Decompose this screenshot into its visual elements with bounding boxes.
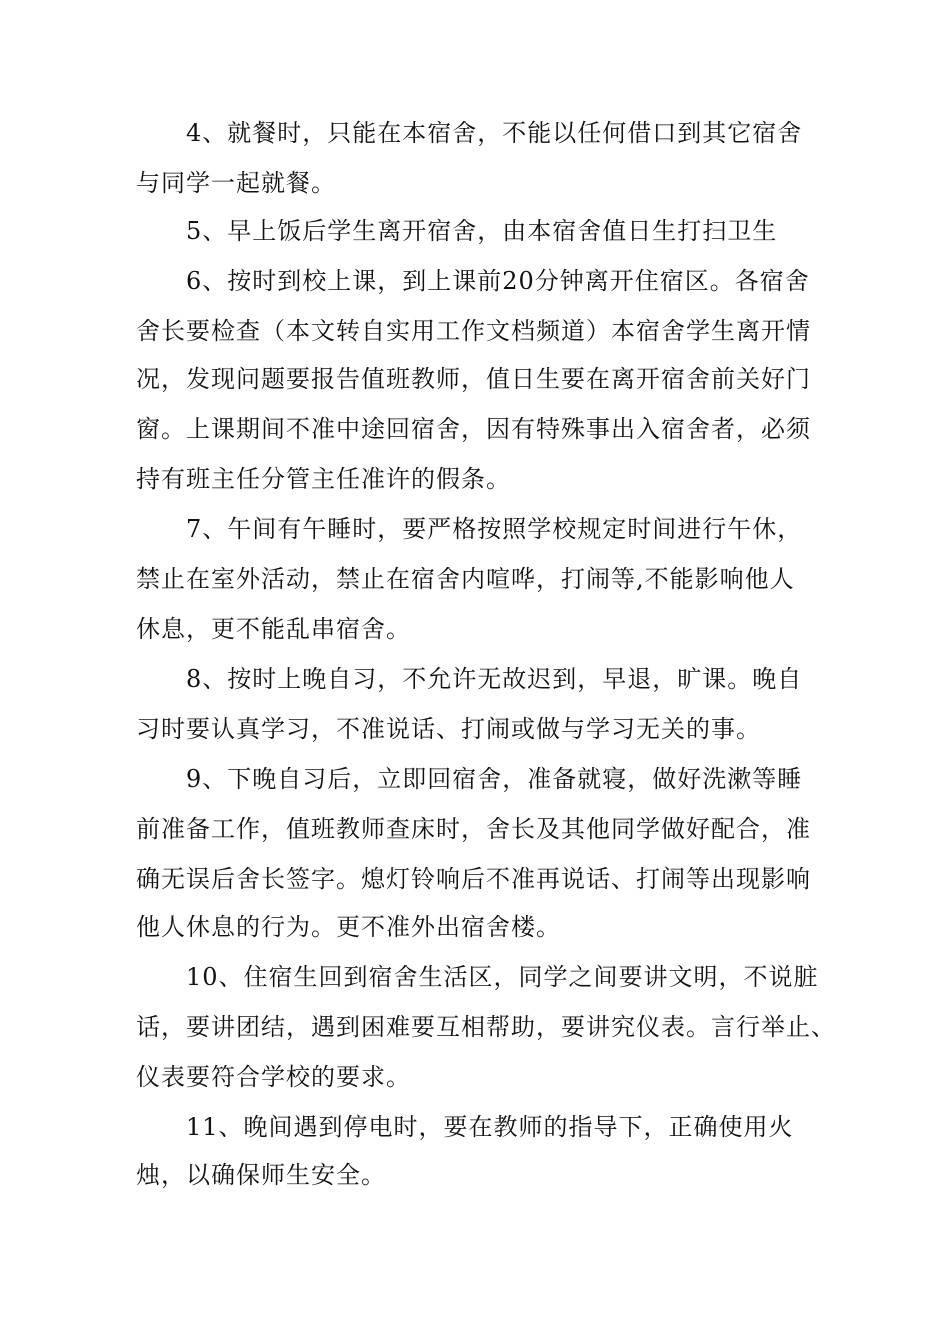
rule-9-line-1: 9、下晚自习后，立即回宿舍，准备就寝，做好洗漱等睡: [186, 765, 803, 793]
rule-9-line-2: 前准备工作，值班教师查床时，舍长及其他同学做好配合，准: [136, 815, 811, 843]
rule-10-line-3: 仪表要符合学校的要求。: [136, 1063, 411, 1091]
rule-6-line-3: 况，发现问题要报告值班教师，值日生要在离开宿舍前关好门: [136, 365, 811, 393]
rule-11-line-1: 11、晚间遇到停电时，要在教师的指导下，正确使用火: [186, 1113, 794, 1141]
rule-9-line-4: 他人休息的行为。更不准外出宿舍楼。: [136, 913, 561, 941]
rule-7-line-2: 禁止在室外活动，禁止在宿舍内喧哗，打闹等,不能影响他人: [136, 565, 795, 593]
rule-10-line-2: 话，要讲团结，遇到困难要互相帮助，要讲究仪表。言行举止、: [136, 1013, 836, 1041]
rule-11-line-2: 烛，以确保师生安全。: [136, 1161, 386, 1189]
rule-6-line-1: 6、按时到校上课，到上课前20分钟离开住宿区。各宿舍: [186, 267, 810, 295]
rule-4-line-1: 4、就餐时，只能在本宿舍，不能以任何借口到其它宿舍: [186, 119, 803, 147]
rule-7-line-1: 7、午间有午睡时，要严格按照学校规定时间进行午休，: [186, 515, 803, 543]
rule-6-line-4: 窗。上课期间不准中途回宿舍，因有特殊事出入宿舍者，必须: [136, 415, 811, 443]
rule-5-line-1: 5、早上饭后学生离开宿舍，由本宿舍值日生打扫卫生: [186, 217, 778, 245]
rule-9-line-3: 确无误后舍长签字。熄灯铃响后不准再说话、打闹等出现影响: [136, 865, 811, 893]
rule-8-line-1: 8、按时上晚自习，不允许无故迟到，早退，旷课。晚自: [186, 665, 803, 693]
rule-7-line-3: 休息，更不能乱串宿舍。: [136, 615, 411, 643]
rule-6-line-2: 舍长要检查（本文转自实用工作文档频道）本宿舍学生离开情: [136, 317, 811, 345]
rule-10-line-1: 10、住宿生回到宿舍生活区，同学之间要讲文明，不说脏: [186, 963, 819, 991]
rule-8-line-2: 习时要认真学习，不准说话、打闹或做与学习无关的事。: [136, 715, 761, 743]
rule-4-line-2: 与同学一起就餐。: [136, 169, 336, 197]
rule-6-line-5: 持有班主任分管主任准许的假条。: [136, 465, 511, 493]
